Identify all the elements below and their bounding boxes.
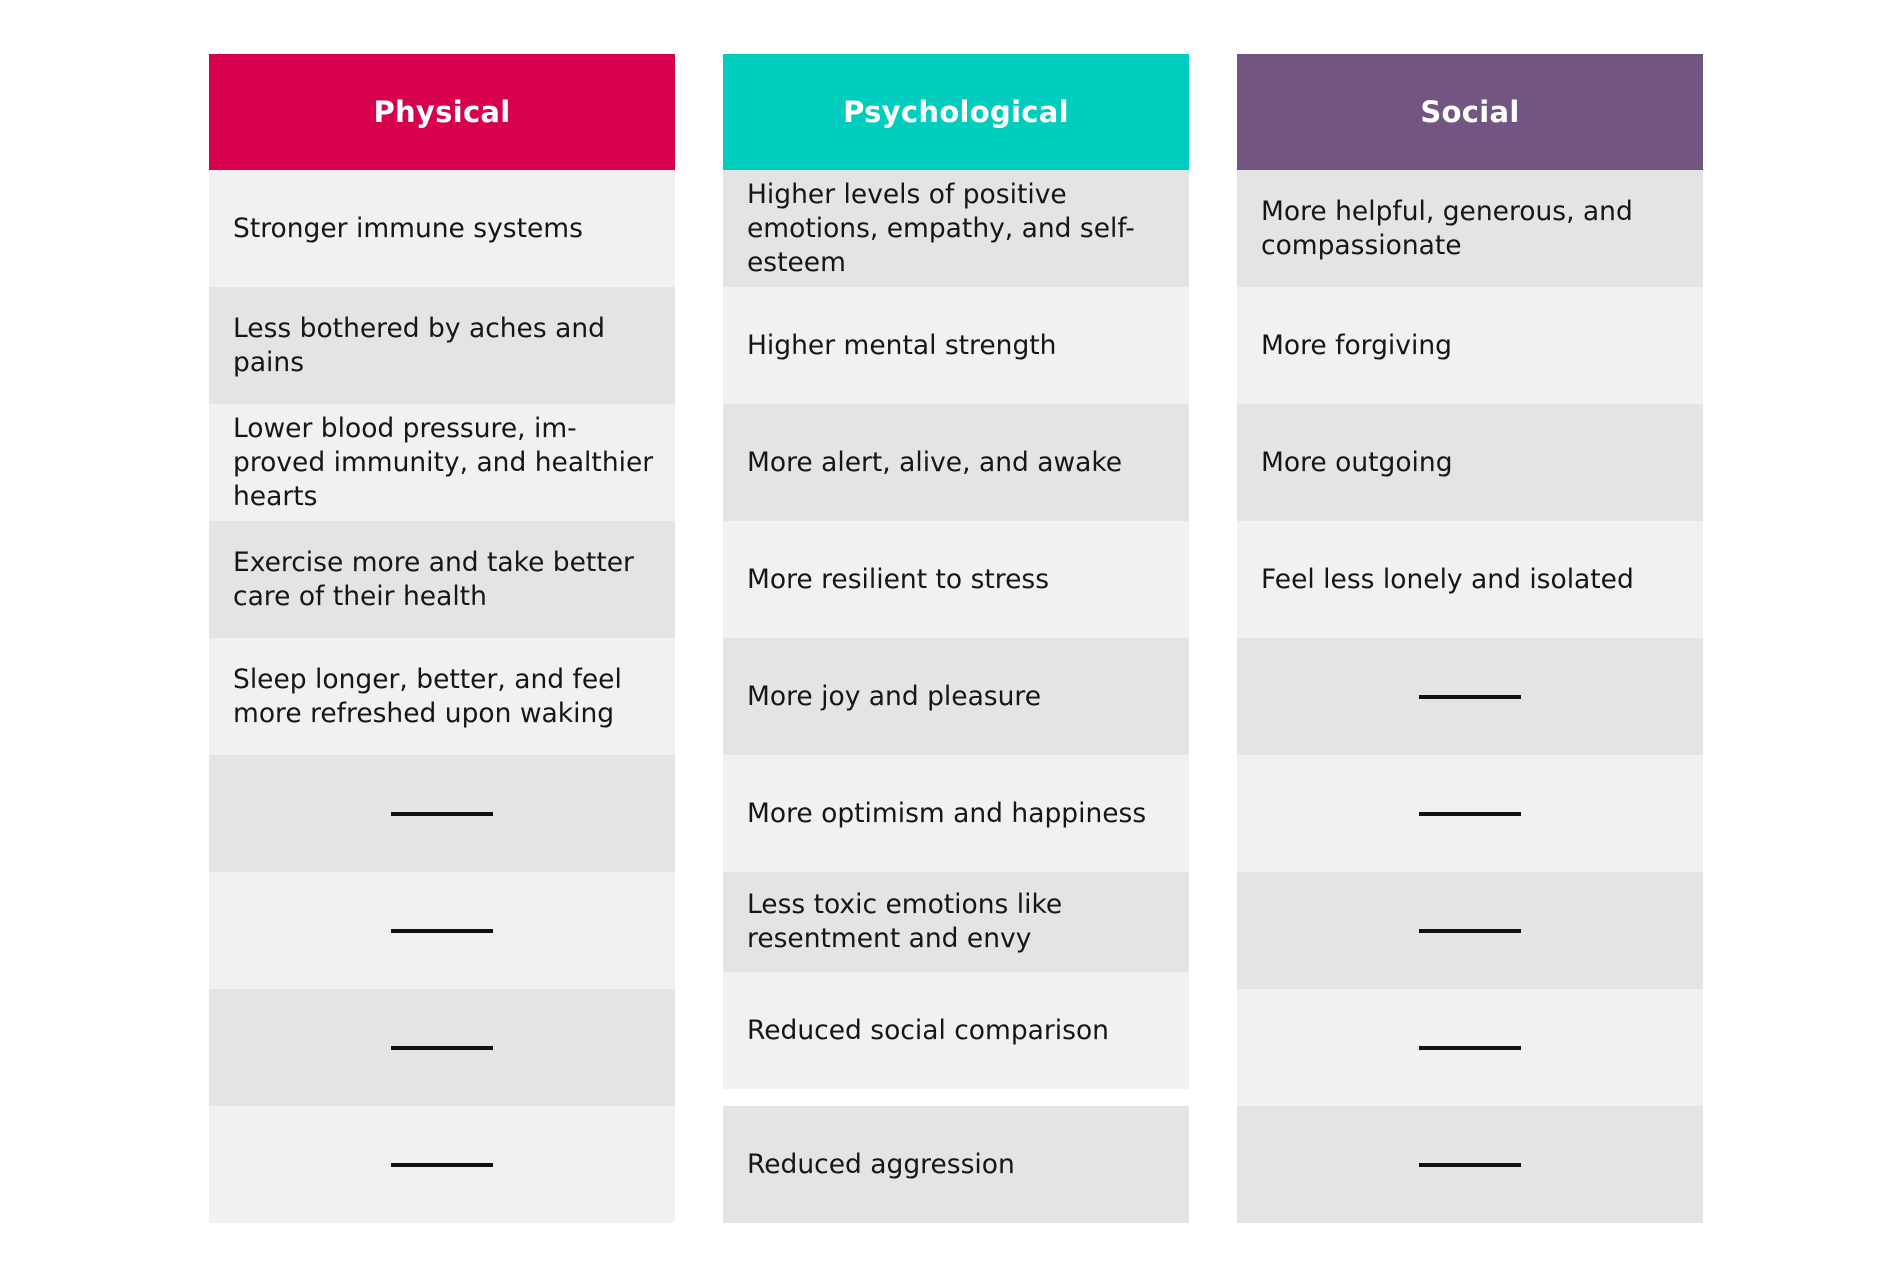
empty-cell [1237, 1106, 1703, 1223]
physical-item: Exercise more and take better care of their health [209, 521, 675, 638]
social-item: More outgoing [1237, 404, 1703, 521]
physical-header [209, 54, 675, 170]
psychological-item: More alert, alive, and awake [723, 404, 1189, 521]
dash-placeholder [1419, 1163, 1521, 1167]
empty-cell [209, 872, 675, 989]
dash-placeholder [1419, 1046, 1521, 1050]
dash-placeholder [391, 1163, 493, 1167]
psychological-item: Reduced social comparison [723, 972, 1189, 1089]
dash-placeholder [1419, 929, 1521, 933]
empty-cell [1237, 872, 1703, 989]
social-header [1237, 54, 1703, 170]
empty-cell [1237, 989, 1703, 1106]
psychological-item: Reduced aggression [723, 1106, 1189, 1223]
social-item: Feel less lonely and isolated [1237, 521, 1703, 638]
social-column [1237, 54, 1703, 1223]
empty-cell [209, 1106, 675, 1223]
psychological-header [723, 54, 1189, 170]
physical-item: Lower blood pressure, im-proved immunity, and healthier hearts [209, 404, 675, 521]
physical-column [209, 54, 675, 1223]
empty-cell [1237, 755, 1703, 872]
empty-cell [209, 989, 675, 1106]
physical-item: Stronger immune systems [209, 170, 675, 287]
dash-placeholder [1419, 812, 1521, 816]
psychological-column [723, 54, 1189, 1223]
psychological-title: Psychological [843, 95, 1069, 129]
social-item: More forgiving [1237, 287, 1703, 404]
social-item: More helpful, generous, and compassionate [1237, 170, 1703, 287]
dash-placeholder [391, 812, 493, 816]
dash-placeholder [1419, 695, 1521, 699]
dash-placeholder [391, 929, 493, 933]
physical-item: Less bothered by aches and pains [209, 287, 675, 404]
dash-placeholder [391, 1046, 493, 1050]
empty-cell [1237, 638, 1703, 755]
psychological-item: Less toxic emotions like resentment and envy [723, 872, 1189, 972]
physical-title: Physical [373, 95, 511, 129]
psychological-item: More resilient to stress [723, 521, 1189, 638]
physical-item: Sleep longer, better, and feel more refreshed upon waking [209, 638, 675, 755]
empty-cell [209, 755, 675, 872]
psychological-item: More optimism and happiness [723, 755, 1189, 872]
psychological-item: Higher levels of positive emotions, empathy, and self-esteem [723, 170, 1189, 287]
psychological-item: Higher mental strength [723, 287, 1189, 404]
psychological-item: More joy and pleasure [723, 638, 1189, 755]
social-title: Social [1420, 95, 1520, 129]
